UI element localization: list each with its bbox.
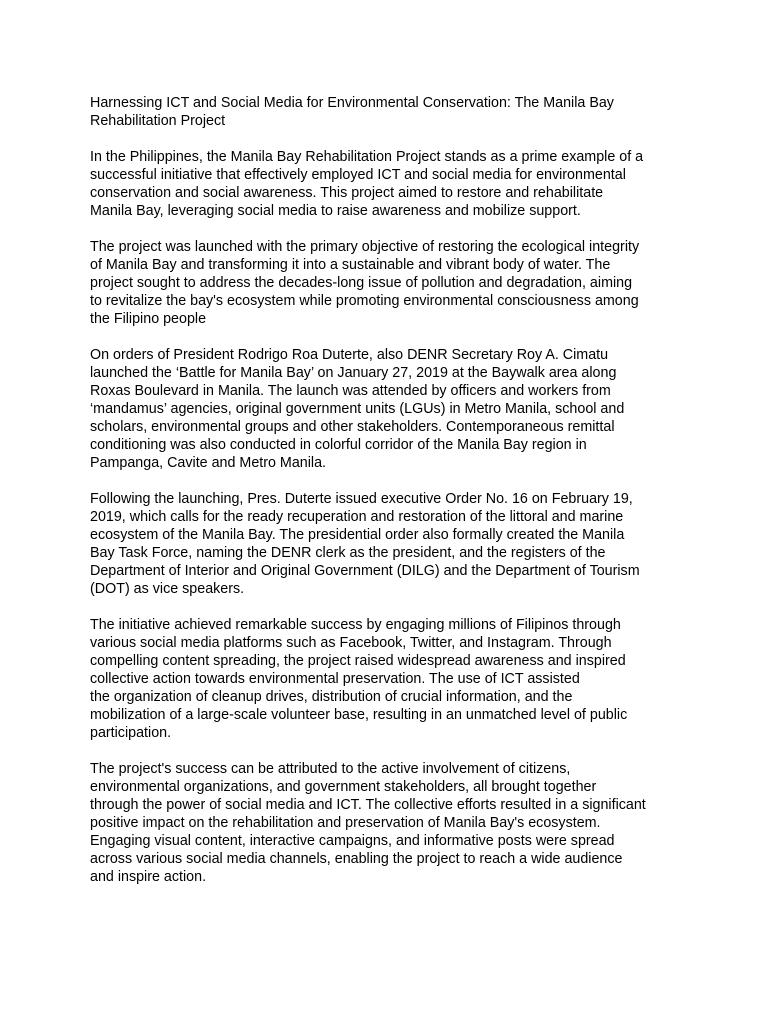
- text-line: ecosystem of the Manila Bay. The presidential order also formally created the Manila: [90, 527, 625, 543]
- paragraph-objective: [90, 238, 690, 328]
- text-line: In the Philippines, the Manila Bay Rehabilitation Project stands as a prime example of a: [90, 149, 644, 165]
- text-line: The project's success can be attributed to the active involvement of citizens,: [90, 761, 571, 777]
- document-title: [90, 94, 690, 130]
- text-line: Manila Bay, leveraging social media to raise awareness and mobilize support.: [90, 203, 581, 219]
- text-line: scholars, environmental groups and other stakeholders. Contemporaneous remittal: [90, 419, 615, 435]
- paragraph-executive-order: [90, 490, 690, 598]
- text-line: positive impact on the rehabilitation and preservation of Manila Bay's ecosystem.: [90, 815, 601, 831]
- document-page: [90, 94, 690, 904]
- text-line: The initiative achieved remarkable success by engaging millions of Filipinos through: [90, 617, 621, 633]
- title-line: Harnessing ICT and Social Media for Environmental Conservation: The Manila Bay: [90, 95, 614, 111]
- text-line: the Filipino people: [90, 311, 207, 327]
- paragraph-intro: [90, 148, 690, 220]
- text-line: participation.: [90, 725, 172, 741]
- text-line: mobilization of a large-scale volunteer base, resulting in an unmatched level of public: [90, 707, 628, 723]
- text-line: 2019, which calls for the ready recuperation and restoration of the littoral and marine: [90, 509, 624, 525]
- text-line: to revitalize the bay's ecosystem while promoting environmental consciousness among: [90, 293, 639, 309]
- text-line: Pampanga, Cavite and Metro Manila.: [90, 455, 327, 471]
- text-line: conditioning was also conducted in colorful corridor of the Manila Bay region in: [90, 437, 587, 453]
- text-line: the organization of cleanup drives, distribution of crucial information, and the: [90, 689, 573, 705]
- text-line: various social media platforms such as Facebook, Twitter, and Instagram. Through: [90, 635, 612, 651]
- text-line: conservation and social awareness. This project aimed to restore and rehabilitate: [90, 185, 604, 201]
- text-line: The project was launched with the primary objective of restoring the ecological integrity: [90, 239, 640, 255]
- text-line: ‘mandamus’ agencies, original government units (LGUs) in Metro Manila, school and: [90, 401, 625, 417]
- text-line: compelling content spreading, the project raised widespread awareness and inspired: [90, 653, 626, 669]
- text-line: launched the ‘Battle for Manila Bay’ on January 27, 2019 at the Baywalk area along: [90, 365, 617, 381]
- text-line: environmental organizations, and government stakeholders, all brought together: [90, 779, 597, 795]
- title-line: Rehabilitation Project: [90, 113, 226, 129]
- text-line: Roxas Boulevard in Manila. The launch was attended by officers and workers from: [90, 383, 611, 399]
- text-line: project sought to address the decades-long issue of pollution and degradation, aiming: [90, 275, 633, 291]
- text-line: Department of Interior and Original Government (DILG) and the Department of Tourism: [90, 563, 640, 579]
- paragraph-conclusion: [90, 760, 690, 886]
- text-line: through the power of social media and ICT. The collective efforts resulted in a significant: [90, 797, 646, 813]
- text-line: of Manila Bay and transforming it into a sustainable and vibrant body of water. The: [90, 257, 611, 273]
- text-line: and inspire action.: [90, 869, 207, 885]
- paragraph-launch: [90, 346, 690, 472]
- text-line: across various social media channels, enabling the project to reach a wide audience: [90, 851, 623, 867]
- text-line: (DOT) as vice speakers.: [90, 581, 245, 597]
- text-line: successful initiative that effectively employed ICT and social media for environmental: [90, 167, 626, 183]
- text-line: collective action towards environmental preservation. The use of ICT assisted: [90, 671, 580, 687]
- text-line: Following the launching, Pres. Duterte issued executive Order No. 16 on February 19,: [90, 491, 633, 507]
- text-line: Bay Task Force, naming the DENR clerk as the president, and the registers of the: [90, 545, 606, 561]
- text-line: Engaging visual content, interactive campaigns, and informative posts were spread: [90, 833, 615, 849]
- text-line: On orders of President Rodrigo Roa Duterte, also DENR Secretary Roy A. Cimatu: [90, 347, 609, 363]
- paragraph-social-media-success: [90, 616, 690, 742]
